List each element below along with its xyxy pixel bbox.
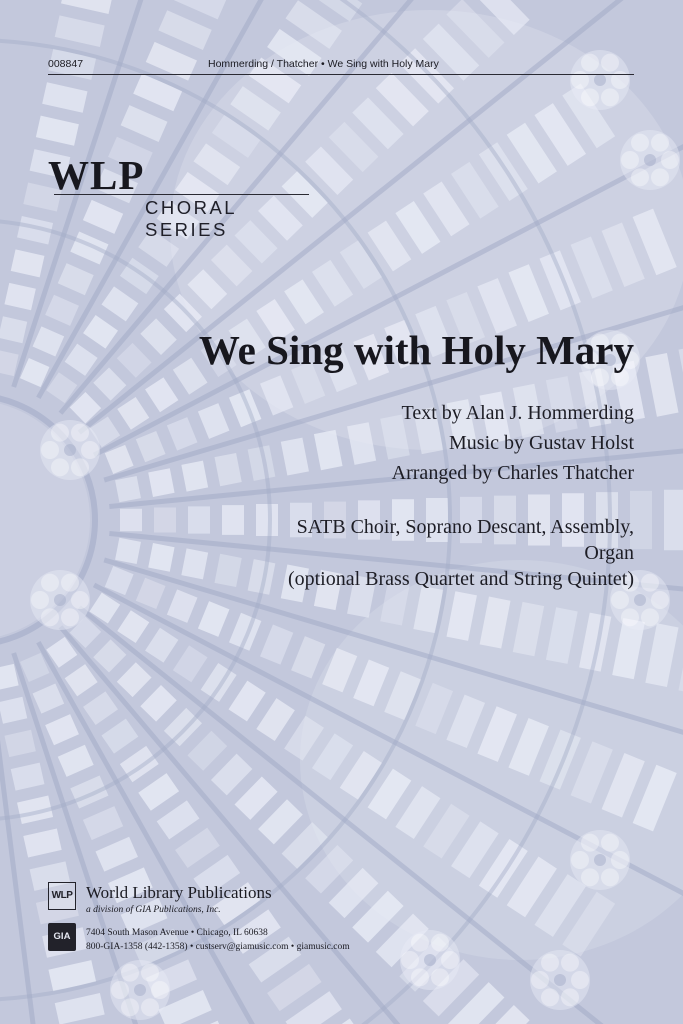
- credits-block: [392, 398, 634, 488]
- publisher-contact: 800-GIA-1358 (442-1358) • custserv@giamusic.com • giamusic.com: [86, 942, 350, 952]
- publisher-division: a division of GIA Publications, Inc.: [86, 905, 221, 915]
- piece-title: We Sing with Holy Mary: [198, 327, 634, 373]
- publisher-name: World Library Publications: [86, 883, 272, 902]
- catalog-number: 008847: [48, 58, 84, 70]
- series-logo-rule: [54, 194, 309, 195]
- voicing-line: (optional Brass Quartet and String Quintet): [287, 568, 634, 590]
- voicing-block: [288, 514, 634, 592]
- voicing-line: Organ: [584, 542, 634, 564]
- gia-logo: GIA: [48, 923, 76, 951]
- credit-arranger: Arranged by Charles Thatcher: [391, 462, 634, 484]
- publisher-block: [48, 882, 448, 962]
- publisher-address: 7404 South Mason Avenue • Chicago, IL 60638: [86, 928, 268, 938]
- credit-text: Text by Alan J. Hommerding: [401, 402, 634, 424]
- wlp-box-logo: WLP: [48, 882, 76, 910]
- series-name: CHORAL SERIES: [145, 197, 237, 240]
- running-title: Hommerding / Thatcher • We Sing with Holy Mary: [208, 58, 439, 70]
- voicing-line: SATB Choir, Soprano Descant, Assembly,: [296, 516, 634, 538]
- running-header: [48, 56, 634, 75]
- wlp-choral-series-logo: [48, 152, 310, 240]
- series-logo-mark: WLP: [48, 152, 145, 198]
- credit-music: Music by Gustav Holst: [449, 432, 634, 454]
